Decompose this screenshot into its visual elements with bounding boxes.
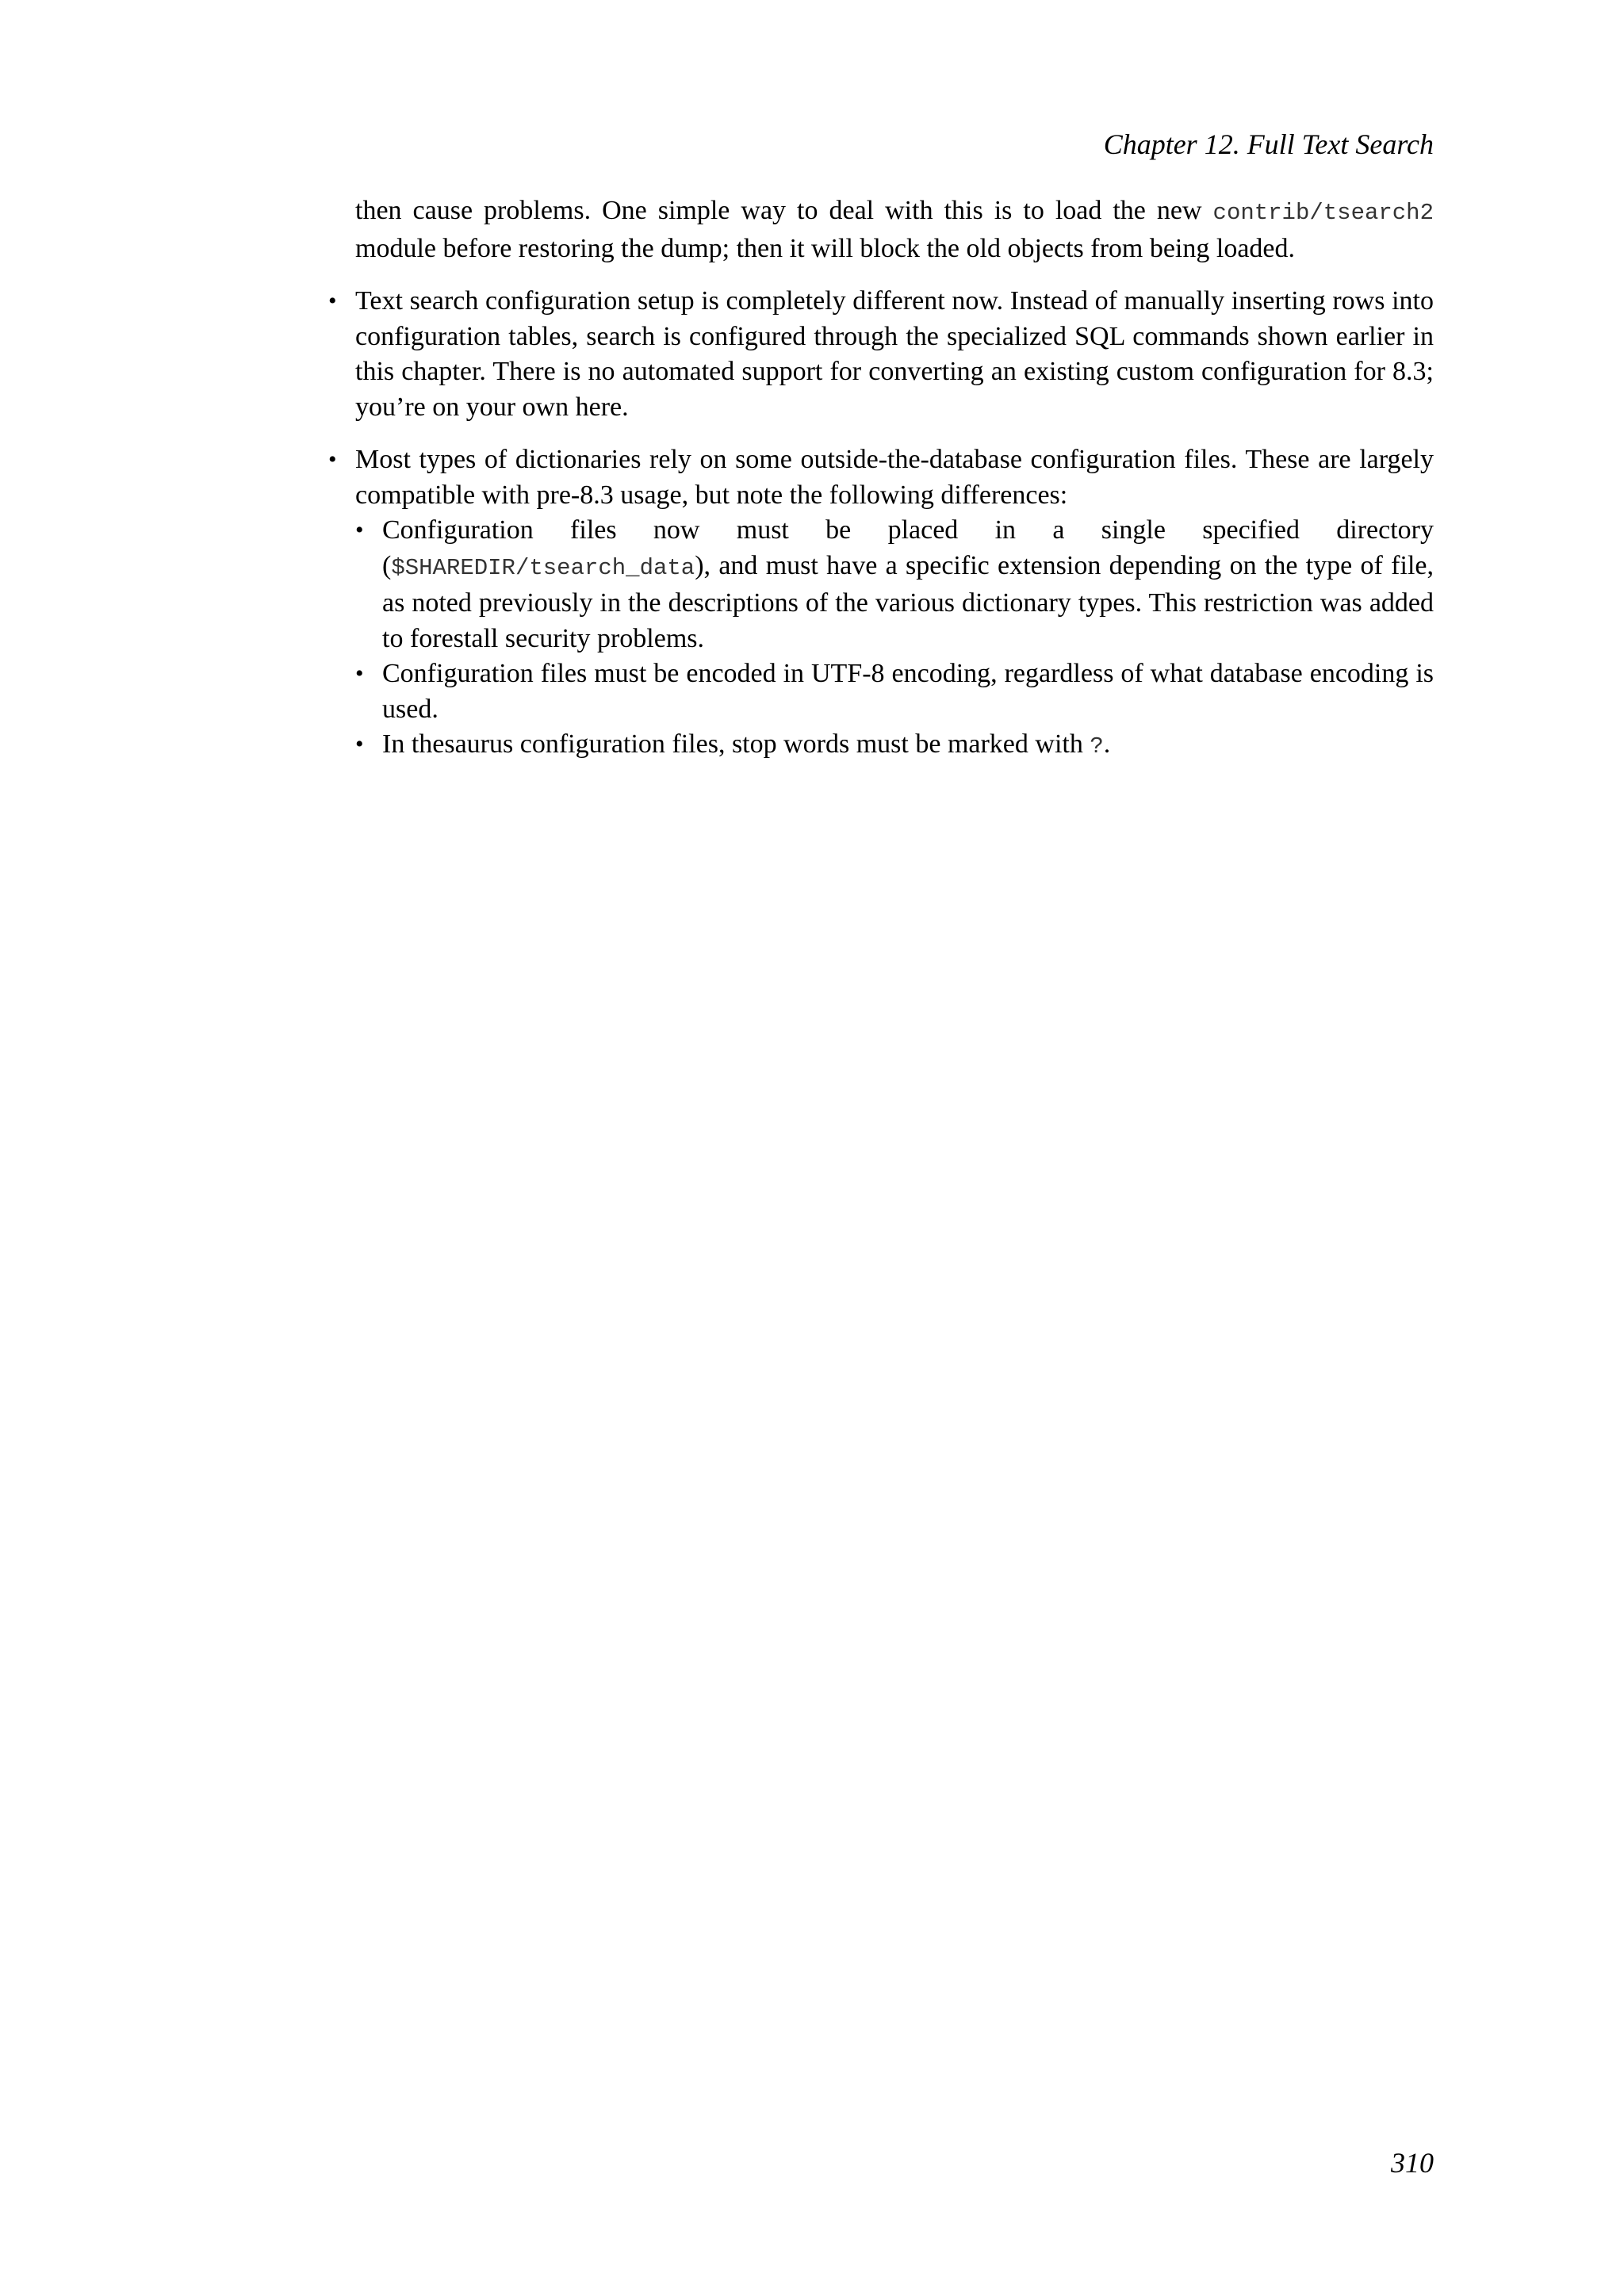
- continuation-paragraph: [355, 193, 1434, 266]
- page-body: [328, 193, 1434, 765]
- sub-item-text-1: In thesaurus configuration files, stop words must be marked with: [382, 729, 1090, 759]
- bullet-icon: •: [328, 446, 337, 473]
- sub-item-text-2: .: [1103, 729, 1111, 759]
- sub-list-item-text: [382, 727, 1434, 765]
- running-header: Chapter 12. Full Text Search: [1103, 128, 1434, 160]
- continuation-text-2: module before restoring the dump; then it will block the old objects from being loaded.: [355, 233, 1296, 263]
- bullet-icon: •: [355, 731, 364, 757]
- bullet-icon: •: [355, 517, 364, 543]
- sub-list-item-text: Configuration files must be encoded in UTF-8 encoding, regardless of what database encoding is used.: [382, 659, 1434, 724]
- list-item-text: Text search configuration setup is completely different now. Instead of manually inserting rows into configuration tables, search is configured through the specialized SQL commands shown earlier in this chapter. There is no automated support for converting an existing custom configuration for 8.3; you’re on your own here.: [355, 286, 1434, 422]
- page-number: 310: [1391, 2147, 1434, 2179]
- continuation-text-1: then cause problems. One simple way to deal with this is to load the new: [355, 196, 1213, 225]
- sub-item-text-2: ), and must have a specific extension depending on the type of file, as noted previously in the descriptions of the various dictionary types. This restriction was added to forestall security problems.: [382, 550, 1434, 653]
- inline-code-tsearch2: contrib/tsearch2: [1212, 200, 1434, 226]
- list-item-dictionaries: [328, 442, 1434, 765]
- sub-list-item-encoding: [355, 656, 1434, 727]
- list-item-text: Most types of dictionaries rely on some outside-the-database configuration files. These are largely compatible with pre-8.3 usage, but note the following differences:: [355, 445, 1434, 510]
- sub-list-item-directory: [355, 513, 1434, 656]
- bullet-icon: •: [328, 288, 337, 314]
- sub-list: [355, 513, 1434, 765]
- sub-item-text-1: Configuration files now must be placed in a single specified directory (: [382, 515, 1434, 580]
- sub-list-item-text: [382, 513, 1434, 656]
- bullet-icon: •: [355, 660, 364, 687]
- sub-list-item-stopwords: [355, 727, 1434, 765]
- inline-code-sharedir: $SHAREDIR/tsearch_data: [391, 554, 695, 581]
- list-item-config-setup: [328, 284, 1434, 425]
- inline-code-question-mark: ?: [1090, 733, 1104, 760]
